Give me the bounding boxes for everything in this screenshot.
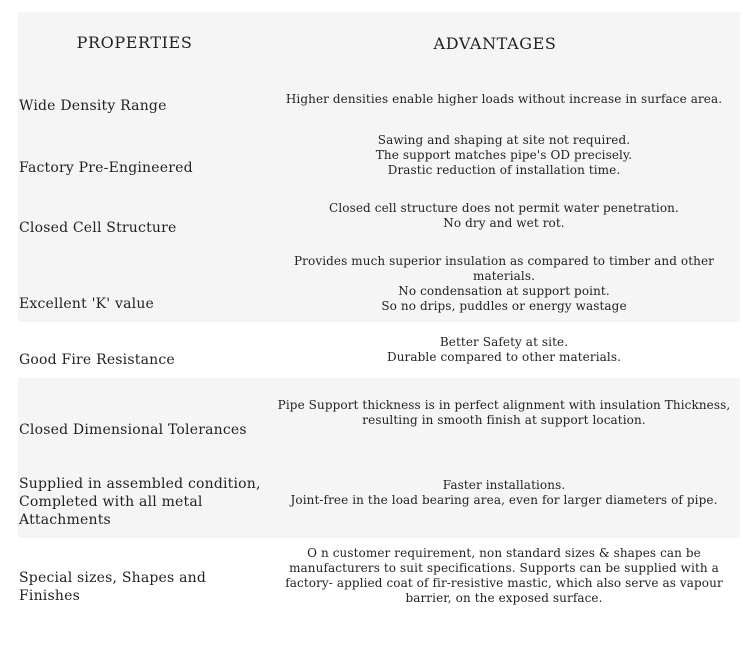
- advantage-line: Faster installations.: [442, 478, 566, 492]
- table-row: [18, 448, 740, 538]
- advantages-cell: [268, 133, 740, 178]
- advantage-line: No dry and wet rot.: [443, 216, 565, 230]
- table-row: [18, 538, 740, 614]
- advantages-cell: [268, 201, 740, 231]
- header-advantages: ADVANTAGES: [433, 33, 557, 53]
- advantage-line: Joint-free in the load bearing area, even for larger diameters of pipe.: [290, 493, 718, 507]
- advantage-line: Sawing and shaping at site not required.: [377, 132, 631, 147]
- advantage-line: Better Safety at site.: [439, 335, 569, 349]
- table-row: [18, 124, 740, 186]
- property-cell: Factory Pre-Engineered: [19, 160, 193, 176]
- table-row: [18, 74, 740, 124]
- advantage-line: No condensation at support point.: [398, 284, 610, 298]
- advantages-cell: [268, 335, 740, 365]
- advantages-cell: [268, 92, 740, 107]
- table-header: [18, 12, 740, 74]
- advantage-line: Drastic reduction of installation time.: [387, 162, 621, 177]
- property-cell: Supplied in assembled condition, Completed with all metal Attachments: [19, 476, 261, 528]
- advantage-line: Pipe Support thickness is in perfect alignment with insulation Thickness, resulting in smooth finish at support location.: [277, 398, 731, 427]
- property-cell: Closed Cell Structure: [19, 220, 177, 236]
- property-cell: Closed Dimensional Tolerances: [19, 422, 247, 438]
- table-row: [18, 378, 740, 448]
- table-row: [18, 246, 740, 322]
- advantage-line: Provides much superior insulation as compared to timber and other materials.: [293, 254, 715, 283]
- property-cell: Special sizes, Shapes and Finishes: [19, 570, 206, 604]
- advantage-line: The support matches pipe's OD precisely.: [375, 147, 633, 162]
- advantage-line: O n customer requirement, non standard sizes & shapes can be manufacturers to suit specifications. Supports can be supplied with a factory- applied coat of fir-resistive mastic, which also serve as vapour barrier, on the exposed surface.: [285, 546, 723, 605]
- property-cell: Good Fire Resistance: [19, 352, 175, 368]
- table-row: [18, 322, 740, 378]
- advantage-line: Higher densities enable higher loads without increase in surface area.: [285, 91, 723, 106]
- table-body: [18, 74, 740, 614]
- advantages-cell: [268, 478, 740, 508]
- advantage-line: Closed cell structure does not permit water penetration.: [329, 201, 679, 215]
- advantage-line: So no drips, puddles or energy wastage: [381, 299, 627, 313]
- header-properties: PROPERTIES: [76, 33, 193, 52]
- advantages-cell: [268, 546, 740, 606]
- advantage-line: Durable compared to other materials.: [386, 350, 622, 364]
- advantages-cell: [268, 398, 740, 428]
- advantages-cell: [268, 254, 740, 314]
- properties-advantages-table: [18, 12, 740, 614]
- property-cell: Wide Density Range: [19, 98, 167, 114]
- table-row: [18, 186, 740, 246]
- property-cell: Excellent 'K' value: [19, 296, 155, 312]
